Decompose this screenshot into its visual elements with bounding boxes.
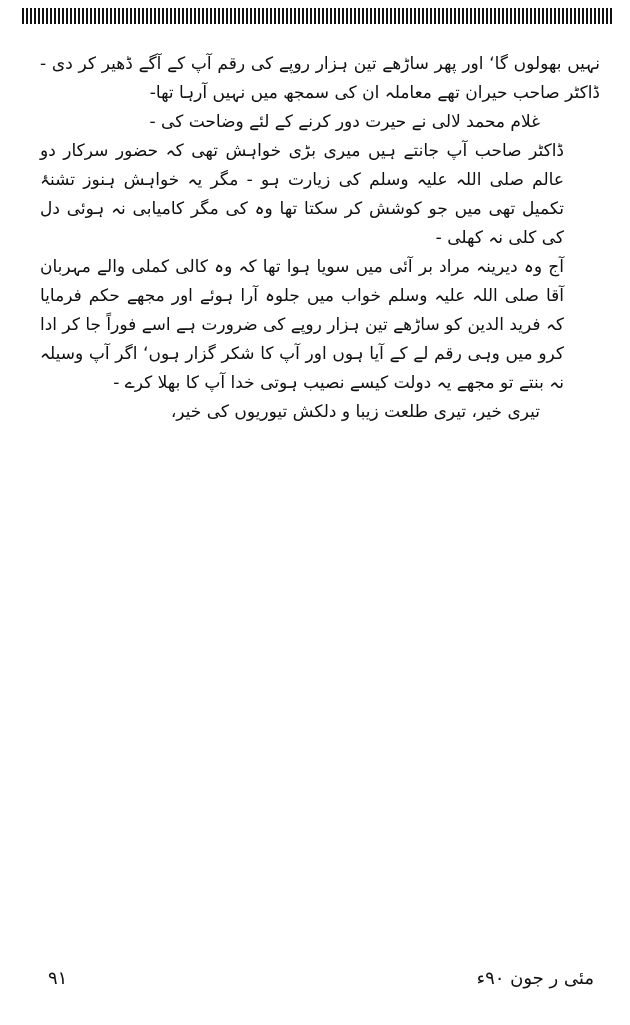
article-body xyxy=(40,50,600,427)
paragraph-3: ڈاکٹر صاحب آپ جانتے ہیں میری بڑی خواہش تھی کہ حضور سرکار دو عالم صلی اللہ علیہ وسلم کی زیارت ہو - مگر یہ خواہش ہنوز تشنۂ تکمیل تھی میں جو کوشش کر سکتا تھا وہ کی مگر کامیابی نہ ہوئی دل کی کلی نہ کھلی - xyxy=(40,141,564,248)
issue-date: مئی ر جون ۹۰ء xyxy=(476,968,594,989)
page-footer xyxy=(30,968,600,998)
header-decorative-rule xyxy=(22,8,612,24)
paragraph-5-verse: تیری خیر، تیری طلعت زیبا و دلکش تیوریوں کی خیر، xyxy=(170,402,540,422)
page-number: ۹۱ xyxy=(48,968,68,989)
paragraph-2: غلام محمد لالی نے حیرت دور کرنے کے لئے وضاحت کی - xyxy=(149,112,540,132)
paragraph-4: آج وہ دیرینہ مراد بر آئی میں سویا ہوا تھا کہ وہ کالی کملی والے مہربان آقا صلی اللہ علیہ وسلم خواب میں جلوہ آرا ہوئے اور مجھے حکم فرمایا کہ فرید الدین کو ساڑھے تین ہزار روپے کی ضرورت ہے اسے فوراً جا کر ادا کرو میں وہی رقم لے کے آیا ہوں اور آپ کا شکر گزار ہوں‘ اگر آپ وسیلہ نہ بنتے تو مجھے یہ دولت کیسے نصیب ہوتی خدا آپ کا بھلا کرے - xyxy=(40,257,564,393)
paragraph-1: نہیں بھولوں گا‘ اور پھر ساڑھے تین ہزار روپے کی رقم آپ کے آگے ڈھیر کر دی - ڈاکٹر صاحب حیران تھے معاملہ ان کی سمجھ میں نہیں آرہا تھا- xyxy=(40,54,600,103)
